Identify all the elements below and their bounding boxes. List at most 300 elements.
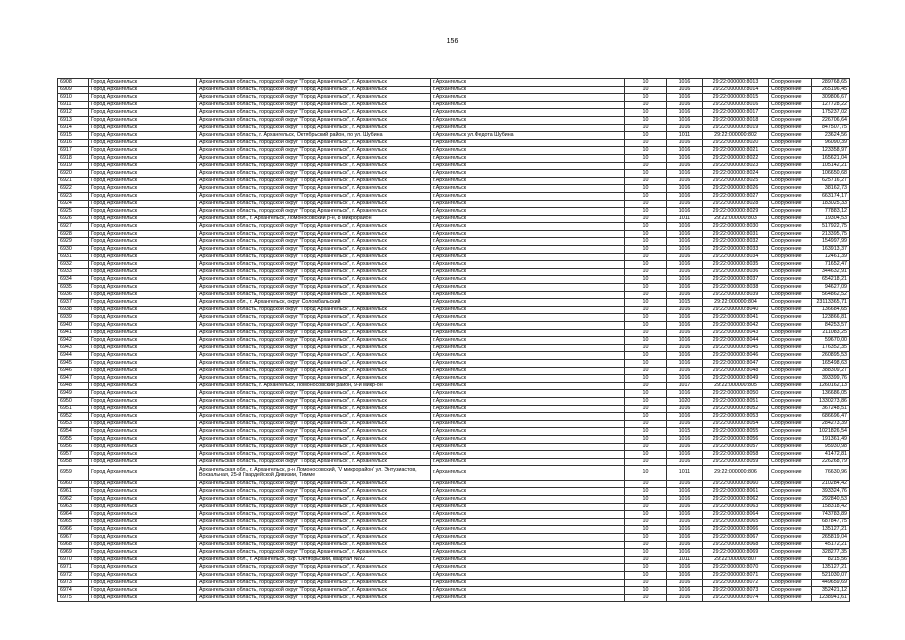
type-code-cell: 1016 xyxy=(667,306,703,314)
category-code-cell: 10 xyxy=(625,276,667,284)
type-code-cell: 1016 xyxy=(667,495,703,503)
cadastral-value-cell: 45172,21 xyxy=(812,541,850,549)
owner-cell: Город Архангельск xyxy=(89,587,197,595)
address-cell: Архангельская обл., г. Архангельск, Ломоносовский р-н, 8 микрорайон xyxy=(197,215,431,223)
row-number: 6940 xyxy=(58,322,89,330)
table-row xyxy=(58,367,850,375)
row-number: 6968 xyxy=(58,541,89,549)
address-cell: Архангельская область, городской округ "Город Архангельск", г. Архангельск xyxy=(197,154,431,162)
owner-cell: Город Архангельск xyxy=(89,466,197,481)
row-number: 6972 xyxy=(58,571,89,579)
cadastral-number-cell: 29:22:000000:8073 xyxy=(703,587,769,595)
address-cell: Архангельская область, городской округ "Город Архангельск", г. Архангельск xyxy=(197,390,431,398)
type-code-cell: 1020 xyxy=(667,397,703,405)
cadastral-number-cell: 29:22:000000:8044 xyxy=(703,337,769,345)
table-row xyxy=(58,162,850,170)
locality-cell: г.Архангельск xyxy=(431,571,625,579)
table-row xyxy=(58,541,850,549)
cadastral-number-cell: 29:22:000000:8065 xyxy=(703,518,769,526)
type-code-cell: 1016 xyxy=(667,413,703,421)
locality-cell: г.Архангельск xyxy=(431,587,625,595)
row-number: 6928 xyxy=(58,230,89,238)
cadastral-number-cell: 29:22:000000:8039 xyxy=(703,291,769,299)
object-type-cell: Сооружение xyxy=(769,503,812,511)
cadastral-number-cell: 29:22:000000:8063 xyxy=(703,503,769,511)
cadastral-value-cell: 191361,49 xyxy=(812,435,850,443)
table-row xyxy=(58,526,850,534)
owner-cell: Город Архангельск xyxy=(89,329,197,337)
row-number: 6961 xyxy=(58,488,89,496)
owner-cell: Город Архангельск xyxy=(89,284,197,292)
cadastral-value-cell: 127728,22 xyxy=(812,101,850,109)
category-code-cell: 10 xyxy=(625,443,667,451)
row-number: 6937 xyxy=(58,299,89,307)
type-code-cell: 1017 xyxy=(667,382,703,390)
owner-cell: Город Архангельск xyxy=(89,549,197,557)
row-number: 6935 xyxy=(58,284,89,292)
table-row xyxy=(58,428,850,436)
row-number: 6931 xyxy=(58,253,89,261)
address-cell: Архангельская область, городской округ "Город Архангельск", г. Архангельск xyxy=(197,571,431,579)
row-number: 6920 xyxy=(58,170,89,178)
row-number: 6914 xyxy=(58,124,89,132)
address-cell: Архангельская область, городской округ "Город Архангельск", г. Архангельск xyxy=(197,253,431,261)
category-code-cell: 10 xyxy=(625,382,667,390)
table-row xyxy=(58,246,850,254)
category-code-cell: 10 xyxy=(625,223,667,231)
cadastral-value-cell: 158318,42 xyxy=(812,503,850,511)
locality-cell: г.Архангельск xyxy=(431,261,625,269)
row-number: 6964 xyxy=(58,511,89,519)
owner-cell: Город Архангельск xyxy=(89,533,197,541)
object-type-cell: Сооружение xyxy=(769,223,812,231)
owner-cell: Город Архангельск xyxy=(89,261,197,269)
owner-cell: Город Архангельск xyxy=(89,451,197,459)
category-code-cell: 10 xyxy=(625,503,667,511)
category-code-cell: 10 xyxy=(625,352,667,360)
category-code-cell: 10 xyxy=(625,177,667,185)
cadastral-value-cell: 106650,68 xyxy=(812,170,850,178)
table-row xyxy=(58,322,850,330)
address-cell: Архангельская область, городской округ "Город Архангельск", г. Архангельск xyxy=(197,223,431,231)
object-type-cell: Сооружение xyxy=(769,564,812,572)
object-type-cell: Сооружение xyxy=(769,215,812,223)
owner-cell: Город Архангельск xyxy=(89,488,197,496)
address-cell: Архангельская область, городской округ "Город Архангельск", г. Архангельск xyxy=(197,503,431,511)
cadastral-value-cell: 71652,47 xyxy=(812,261,850,269)
address-cell: Архангельская обл., г. Архангельск, округ Соломбальский xyxy=(197,299,431,307)
type-code-cell: 1016 xyxy=(667,564,703,572)
address-cell: Архангельская область, городской округ "Город Архангельск", г. Архангельск xyxy=(197,200,431,208)
table-row xyxy=(58,230,850,238)
table-row xyxy=(58,466,850,481)
cadastral-value-cell: 8215,56 xyxy=(812,556,850,564)
owner-cell: Город Архангельск xyxy=(89,238,197,246)
cadastral-value-cell: 564862,52 xyxy=(812,291,850,299)
locality-cell: г.Архангельск xyxy=(431,428,625,436)
category-code-cell: 10 xyxy=(625,291,667,299)
owner-cell: Город Архангельск xyxy=(89,215,197,223)
cadastral-number-cell: 29:22:000000:802 xyxy=(703,132,769,140)
cadastral-number-cell: 29:22:000000:8070 xyxy=(703,564,769,572)
row-number: 6958 xyxy=(58,458,89,466)
category-code-cell: 10 xyxy=(625,154,667,162)
category-code-cell: 10 xyxy=(625,511,667,519)
owner-cell: Город Архангельск xyxy=(89,314,197,322)
row-number: 6963 xyxy=(58,503,89,511)
table-row xyxy=(58,132,850,140)
object-type-cell: Сооружение xyxy=(769,458,812,466)
row-number: 6952 xyxy=(58,413,89,421)
cadastral-number-cell: 29:22:000000:8061 xyxy=(703,488,769,496)
owner-cell: Город Архангельск xyxy=(89,480,197,488)
address-cell: Архангельская область, городской округ "Город Архангельск", г. Архангельск xyxy=(197,435,431,443)
category-code-cell: 10 xyxy=(625,564,667,572)
cadastral-value-cell: 77883,12 xyxy=(812,208,850,216)
locality-cell: г.Архангельск xyxy=(431,397,625,405)
cadastral-value-cell: 367248,51 xyxy=(812,405,850,413)
address-cell: Архангельская область, городской округ "Город Архангельск", г. Архангельск xyxy=(197,541,431,549)
owner-cell: Город Архангельск xyxy=(89,230,197,238)
cadastral-number-cell: 29:22:000000:8059 xyxy=(703,458,769,466)
register-table xyxy=(57,78,850,602)
cadastral-value-cell: 292840,53 xyxy=(812,495,850,503)
category-code-cell: 10 xyxy=(625,261,667,269)
table-row xyxy=(58,495,850,503)
cadastral-value-cell: 41472,81 xyxy=(812,451,850,459)
row-number: 6955 xyxy=(58,435,89,443)
type-code-cell: 1011 xyxy=(667,215,703,223)
locality-cell: г.Архангельск xyxy=(431,503,625,511)
type-code-cell: 1016 xyxy=(667,435,703,443)
cadastral-value-cell: 352421,12 xyxy=(812,587,850,595)
row-number: 6938 xyxy=(58,306,89,314)
object-type-cell: Сооружение xyxy=(769,420,812,428)
row-number: 6941 xyxy=(58,329,89,337)
cadastral-number-cell: 29:22:000000:8057 xyxy=(703,443,769,451)
category-code-cell: 10 xyxy=(625,344,667,352)
owner-cell: Город Архангельск xyxy=(89,177,197,185)
row-number: 6953 xyxy=(58,420,89,428)
owner-cell: Город Архангельск xyxy=(89,170,197,178)
locality-cell: г.Архангельск xyxy=(431,352,625,360)
cadastral-value-cell: 38162,73 xyxy=(812,185,850,193)
table-row xyxy=(58,86,850,94)
cadastral-number-cell: 29:22:000000:8035 xyxy=(703,261,769,269)
owner-cell: Город Архангельск xyxy=(89,435,197,443)
category-code-cell: 10 xyxy=(625,284,667,292)
row-number: 6942 xyxy=(58,337,89,345)
locality-cell: г.Архангельск xyxy=(431,488,625,496)
cadastral-value-cell: 105142,21 xyxy=(812,162,850,170)
row-number: 6913 xyxy=(58,116,89,124)
locality-cell: г.Архангельск xyxy=(431,329,625,337)
address-cell: Архангельская область, городской округ "Город Архангельск", г. Архангельск xyxy=(197,329,431,337)
category-code-cell: 10 xyxy=(625,495,667,503)
locality-cell: г.Архангельск xyxy=(431,276,625,284)
address-cell: Архангельская область, городской округ "Город Архангельск", г. Архангельск xyxy=(197,405,431,413)
object-type-cell: Сооружение xyxy=(769,116,812,124)
type-code-cell: 1016 xyxy=(667,587,703,595)
category-code-cell: 10 xyxy=(625,480,667,488)
object-type-cell: Сооружение xyxy=(769,466,812,481)
address-cell: Архангельская область, городской округ "Город Архангельск", г. Архангельск xyxy=(197,94,431,102)
locality-cell: г.Архангельск xyxy=(431,238,625,246)
cadastral-value-cell: 165621,04 xyxy=(812,154,850,162)
type-code-cell: 1016 xyxy=(667,571,703,579)
table-row xyxy=(58,382,850,390)
owner-cell: Город Архангельск xyxy=(89,132,197,140)
cadastral-number-cell: 29:22:000000:8024 xyxy=(703,170,769,178)
type-code-cell: 1016 xyxy=(667,185,703,193)
locality-cell: г.Архангельск xyxy=(431,177,625,185)
cadastral-number-cell: 29:22:000000:8028 xyxy=(703,200,769,208)
owner-cell: Город Архангельск xyxy=(89,192,197,200)
locality-cell: г.Архангельск xyxy=(431,511,625,519)
cadastral-number-cell: 29:22:000000:8054 xyxy=(703,420,769,428)
row-number: 6932 xyxy=(58,261,89,269)
table-row xyxy=(58,314,850,322)
object-type-cell: Сооружение xyxy=(769,405,812,413)
owner-cell: Город Архангельск xyxy=(89,299,197,307)
cadastral-value-cell: 96090,39 xyxy=(812,139,850,147)
category-code-cell: 10 xyxy=(625,306,667,314)
address-cell: Архангельская область, городской округ "Город Архангельск", г. Архангельск xyxy=(197,594,431,602)
owner-cell: Город Архангельск xyxy=(89,246,197,254)
owner-cell: Город Архангельск xyxy=(89,352,197,360)
cadastral-number-cell: 29:22:000000:8064 xyxy=(703,511,769,519)
table-row xyxy=(58,208,850,216)
table-row xyxy=(58,261,850,269)
locality-cell: г.Архангельск xyxy=(431,466,625,481)
owner-cell: Город Архангельск xyxy=(89,526,197,534)
type-code-cell: 1011 xyxy=(667,132,703,140)
owner-cell: Город Архангельск xyxy=(89,428,197,436)
category-code-cell: 10 xyxy=(625,549,667,557)
locality-cell: г.Архангельск xyxy=(431,246,625,254)
locality-cell: г.Архангельск xyxy=(431,579,625,587)
object-type-cell: Сооружение xyxy=(769,443,812,451)
cadastral-number-cell: 29:22:000000:8062 xyxy=(703,495,769,503)
category-code-cell: 10 xyxy=(625,541,667,549)
object-type-cell: Сооружение xyxy=(769,344,812,352)
cadastral-value-cell: 19304,53 xyxy=(812,215,850,223)
object-type-cell: Сооружение xyxy=(769,435,812,443)
row-number: 6911 xyxy=(58,101,89,109)
locality-cell: г.Архангельск xyxy=(431,215,625,223)
type-code-cell: 1016 xyxy=(667,94,703,102)
row-number: 6925 xyxy=(58,208,89,216)
cadastral-number-cell: 29:22:000000:8068 xyxy=(703,541,769,549)
object-type-cell: Сооружение xyxy=(769,79,812,87)
type-code-cell: 1016 xyxy=(667,276,703,284)
object-type-cell: Сооружение xyxy=(769,291,812,299)
type-code-cell: 1016 xyxy=(667,253,703,261)
cadastral-value-cell: 175237,02 xyxy=(812,109,850,117)
locality-cell: г.Архангельск xyxy=(431,390,625,398)
table-row xyxy=(58,79,850,87)
category-code-cell: 10 xyxy=(625,246,667,254)
cadastral-value-cell: 654218,21 xyxy=(812,276,850,284)
category-code-cell: 10 xyxy=(625,170,667,178)
page-number: 156 xyxy=(446,38,459,45)
category-code-cell: 10 xyxy=(625,162,667,170)
cadastral-value-cell: 23113365,71 xyxy=(812,299,850,307)
object-type-cell: Сооружение xyxy=(769,375,812,383)
type-code-cell: 1016 xyxy=(667,390,703,398)
owner-cell: Город Архангельск xyxy=(89,116,197,124)
row-number: 6912 xyxy=(58,109,89,117)
address-cell: Архангельская область, городской округ "Город Архангельск", г. Архангельск xyxy=(197,579,431,587)
cadastral-number-cell: 29:22:000000:8072 xyxy=(703,579,769,587)
cadastral-value-cell: 165498,63 xyxy=(812,359,850,367)
locality-cell: г.Архангельск xyxy=(431,533,625,541)
type-code-cell: 1016 xyxy=(667,405,703,413)
cadastral-value-cell: 183025,33 xyxy=(812,200,850,208)
type-code-cell: 1016 xyxy=(667,230,703,238)
type-code-cell: 1016 xyxy=(667,518,703,526)
category-code-cell: 10 xyxy=(625,139,667,147)
locality-cell: г.Архангельск xyxy=(431,116,625,124)
owner-cell: Город Архангельск xyxy=(89,382,197,390)
locality-cell: г.Архангельск xyxy=(431,518,625,526)
object-type-cell: Сооружение xyxy=(769,101,812,109)
cadastral-number-cell: 29:22:000000:8036 xyxy=(703,268,769,276)
type-code-cell: 1016 xyxy=(667,124,703,132)
owner-cell: Город Архангельск xyxy=(89,253,197,261)
address-cell: Архангельская область, городской округ "Город Архангельск", г. Архангельск xyxy=(197,375,431,383)
type-code-cell: 1016 xyxy=(667,549,703,557)
object-type-cell: Сооружение xyxy=(769,238,812,246)
object-type-cell: Сооружение xyxy=(769,579,812,587)
owner-cell: Город Архангельск xyxy=(89,359,197,367)
address-cell: Архангельская область, городской округ "Город Архангельск", г. Архангельск xyxy=(197,284,431,292)
table-row xyxy=(58,435,850,443)
object-type-cell: Сооружение xyxy=(769,132,812,140)
cadastral-value-cell: 213395,75 xyxy=(812,230,850,238)
cadastral-value-cell: 686696,47 xyxy=(812,413,850,421)
object-type-cell: Сооружение xyxy=(769,230,812,238)
owner-cell: Город Архангельск xyxy=(89,86,197,94)
type-code-cell: 1016 xyxy=(667,154,703,162)
object-type-cell: Сооружение xyxy=(769,526,812,534)
address-cell: Архангельская область, городской округ "Город Архангельск", г. Архангельск xyxy=(197,367,431,375)
locality-cell: г.Архангельск xyxy=(431,299,625,307)
category-code-cell: 10 xyxy=(625,420,667,428)
cadastral-value-cell: 154997,99 xyxy=(812,238,850,246)
cadastral-value-cell: 136684,65 xyxy=(812,306,850,314)
address-cell: Архангельская область, городской округ "Город Архангельск", г. Архангельск xyxy=(197,480,431,488)
category-code-cell: 10 xyxy=(625,208,667,216)
address-cell: Архангельская область, городской округ "Город Архангельск", г. Архангельск xyxy=(197,495,431,503)
owner-cell: Город Архангельск xyxy=(89,276,197,284)
row-number: 6960 xyxy=(58,480,89,488)
locality-cell: г.Архангельск xyxy=(431,443,625,451)
table-row xyxy=(58,390,850,398)
category-code-cell: 10 xyxy=(625,147,667,155)
locality-cell: г.Архангельск xyxy=(431,79,625,87)
cadastral-number-cell: 29:22:000000:8041 xyxy=(703,314,769,322)
table-row xyxy=(58,397,850,405)
address-cell: Архангельская область, городской округ "Город Архангельск", г. Архангельск xyxy=(197,261,431,269)
owner-cell: Город Архангельск xyxy=(89,139,197,147)
object-type-cell: Сооружение xyxy=(769,541,812,549)
row-number: 6949 xyxy=(58,390,89,398)
type-code-cell: 1016 xyxy=(667,526,703,534)
type-code-cell: 1016 xyxy=(667,359,703,367)
object-type-cell: Сооружение xyxy=(769,359,812,367)
cadastral-value-cell: 210284,42 xyxy=(812,480,850,488)
locality-cell: г.Архангельск xyxy=(431,458,625,466)
type-code-cell: 1015 xyxy=(667,299,703,307)
table-row xyxy=(58,405,850,413)
cadastral-value-cell: 449659,69 xyxy=(812,579,850,587)
cadastral-number-cell: 29:22:000000:8023 xyxy=(703,162,769,170)
address-cell: Архангельская область, городской округ "Город Архангельск", г. Архангельск xyxy=(197,86,431,94)
owner-cell: Город Архангельск xyxy=(89,185,197,193)
type-code-cell: 1016 xyxy=(667,458,703,466)
address-cell: Архангельская область, городской округ "Город Архангельск", г. Архангельск xyxy=(197,420,431,428)
type-code-cell: 1016 xyxy=(667,200,703,208)
category-code-cell: 10 xyxy=(625,405,667,413)
table-row xyxy=(58,306,850,314)
type-code-cell: 1016 xyxy=(667,162,703,170)
type-code-cell: 1016 xyxy=(667,451,703,459)
row-number: 6936 xyxy=(58,291,89,299)
table-row xyxy=(58,337,850,345)
owner-cell: Город Архангельск xyxy=(89,443,197,451)
row-number: 6944 xyxy=(58,352,89,360)
cadastral-value-cell: 517922,75 xyxy=(812,223,850,231)
object-type-cell: Сооружение xyxy=(769,268,812,276)
address-cell: Архангельская область, городской округ "Город Архангельск", г. Архангельск xyxy=(197,549,431,557)
address-cell: Архангельская область, городской округ "Город Архангельск", г. Архангельск xyxy=(197,238,431,246)
table-row xyxy=(58,564,850,572)
locality-cell: г.Архангельск xyxy=(431,314,625,322)
table-row xyxy=(58,587,850,595)
locality-cell: г.Архангельск xyxy=(431,268,625,276)
table-row xyxy=(58,359,850,367)
address-cell: Архангельская область, городской округ "Город Архангельск", г. Архангельск xyxy=(197,177,431,185)
cadastral-value-cell: 123358,97 xyxy=(812,147,850,155)
type-code-cell: 1016 xyxy=(667,314,703,322)
cadastral-number-cell: 29:22:000000:8043 xyxy=(703,329,769,337)
locality-cell: г.Архангельск xyxy=(431,594,625,602)
object-type-cell: Сооружение xyxy=(769,192,812,200)
row-number: 6956 xyxy=(58,443,89,451)
locality-cell: г.Архангельск xyxy=(431,200,625,208)
object-type-cell: Сооружение xyxy=(769,170,812,178)
object-type-cell: Сооружение xyxy=(769,261,812,269)
owner-cell: Город Архангельск xyxy=(89,579,197,587)
category-code-cell: 10 xyxy=(625,116,667,124)
row-number: 6933 xyxy=(58,268,89,276)
cadastral-number-cell: 29:22:000000:8071 xyxy=(703,571,769,579)
category-code-cell: 10 xyxy=(625,375,667,383)
locality-cell: г.Архангельск xyxy=(431,284,625,292)
category-code-cell: 10 xyxy=(625,215,667,223)
locality-cell: г.Архангельск xyxy=(431,139,625,147)
category-code-cell: 10 xyxy=(625,86,667,94)
cadastral-number-cell: 29:22:000000:8047 xyxy=(703,359,769,367)
type-code-cell: 1015 xyxy=(667,428,703,436)
type-code-cell: 1011 xyxy=(667,556,703,564)
cadastral-number-cell: 29:22:000000:806 xyxy=(703,466,769,481)
locality-cell: г.Архангельск xyxy=(431,549,625,557)
locality-cell: г.Архангельск ул.Федота Шубина xyxy=(431,132,625,140)
owner-cell: Город Архангельск xyxy=(89,367,197,375)
owner-cell: Город Архангельск xyxy=(89,420,197,428)
